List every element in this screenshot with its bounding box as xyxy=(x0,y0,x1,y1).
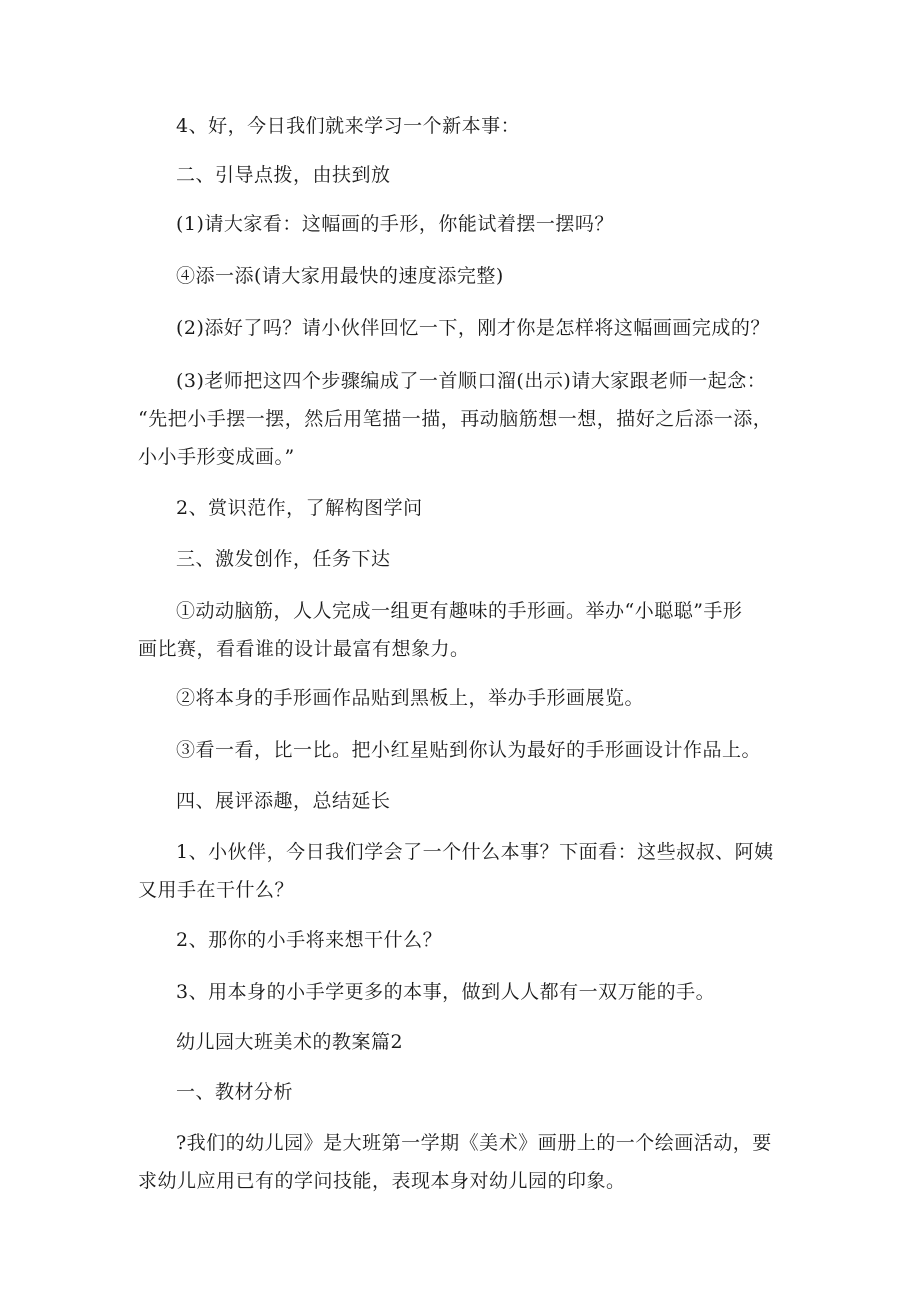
paragraph xyxy=(138,489,818,527)
paragraph xyxy=(138,362,818,476)
paragraph-line: ④添一添(请大家用最快的速度添完整) xyxy=(176,265,504,287)
paragraph xyxy=(138,309,818,347)
paragraph-line: ③看一看，比一比。把小红星贴到你认为最好的手形画设计作品上。 xyxy=(176,739,762,761)
paragraph-line: 四、展评添趣，总结延长 xyxy=(176,790,391,812)
paragraph-line: 小小手形变成画。” xyxy=(138,446,295,468)
paragraph-line: ②将本身的手形画作品贴到黑板上，举办手形画展览。 xyxy=(176,687,645,709)
paragraph xyxy=(138,1124,818,1200)
article-title xyxy=(138,1023,818,1061)
paragraph-line: 又用手在干什么？ xyxy=(138,879,295,901)
paragraph-line: 4、好，今日我们就来学习一个新本事： xyxy=(176,115,521,137)
paragraph-line: 3、用本身的小手学更多的本事，做到人人都有一双万能的手。 xyxy=(176,981,716,1003)
paragraph-line: 求幼儿应用已有的学问技能，表现本身对幼儿园的印象。 xyxy=(138,1170,626,1192)
paragraph-line: (1)请大家看：这幅画的手形，你能试着摆一摆吗？ xyxy=(176,213,614,235)
paragraph-line: ①动动脑筋，人人完成一组更有趣味的手形画。举办“小聪聪”手形 xyxy=(176,600,743,622)
paragraph xyxy=(138,973,818,1011)
paragraph-line: 2、那你的小手将来想干什么？ xyxy=(176,929,443,951)
section-heading xyxy=(138,1073,818,1111)
paragraph-line: 画比赛，看看谁的设计最富有想象力。 xyxy=(138,638,470,660)
paragraph xyxy=(138,592,818,668)
section-heading xyxy=(138,156,818,194)
paragraph-line: 1、小伙伴，今日我们学会了一个什么本事？下面看：这些叔叔、阿姨 xyxy=(176,841,774,863)
section-heading xyxy=(138,782,818,820)
paragraph-line: (2)添好了吗？请小伙伴回忆一下，刚才你是怎样将这幅画画完成的？ xyxy=(176,317,770,339)
paragraph-line: “先把小手摆一摆，然后用笔描一描，再动脑筋想一想，描好之后添一添， xyxy=(138,408,773,430)
paragraph-line: 二、引导点拨，由扶到放 xyxy=(176,164,391,186)
paragraph-line: 三、激发创作，任务下达 xyxy=(176,548,391,570)
paragraph xyxy=(138,833,818,909)
section-heading xyxy=(138,540,818,578)
paragraph-line: 幼儿园大班美术的教案篇2 xyxy=(176,1031,404,1053)
paragraph-line: ?我们的幼儿园》是大班第一学期《美术》画册上的一个绘画活动，要 xyxy=(176,1132,772,1154)
paragraph-line: 一、教材分析 xyxy=(176,1081,294,1103)
paragraph xyxy=(138,731,818,769)
paragraph-line: 2、赏识范作，了解构图学问 xyxy=(176,497,423,519)
paragraph xyxy=(138,921,818,959)
paragraph xyxy=(138,679,818,717)
paragraph xyxy=(138,107,818,145)
paragraph xyxy=(138,257,818,295)
paragraph-line: (3)老师把这四个步骤编成了一首顺口溜(出示)请大家跟老师一起念： xyxy=(176,370,767,392)
paragraph xyxy=(138,205,818,243)
